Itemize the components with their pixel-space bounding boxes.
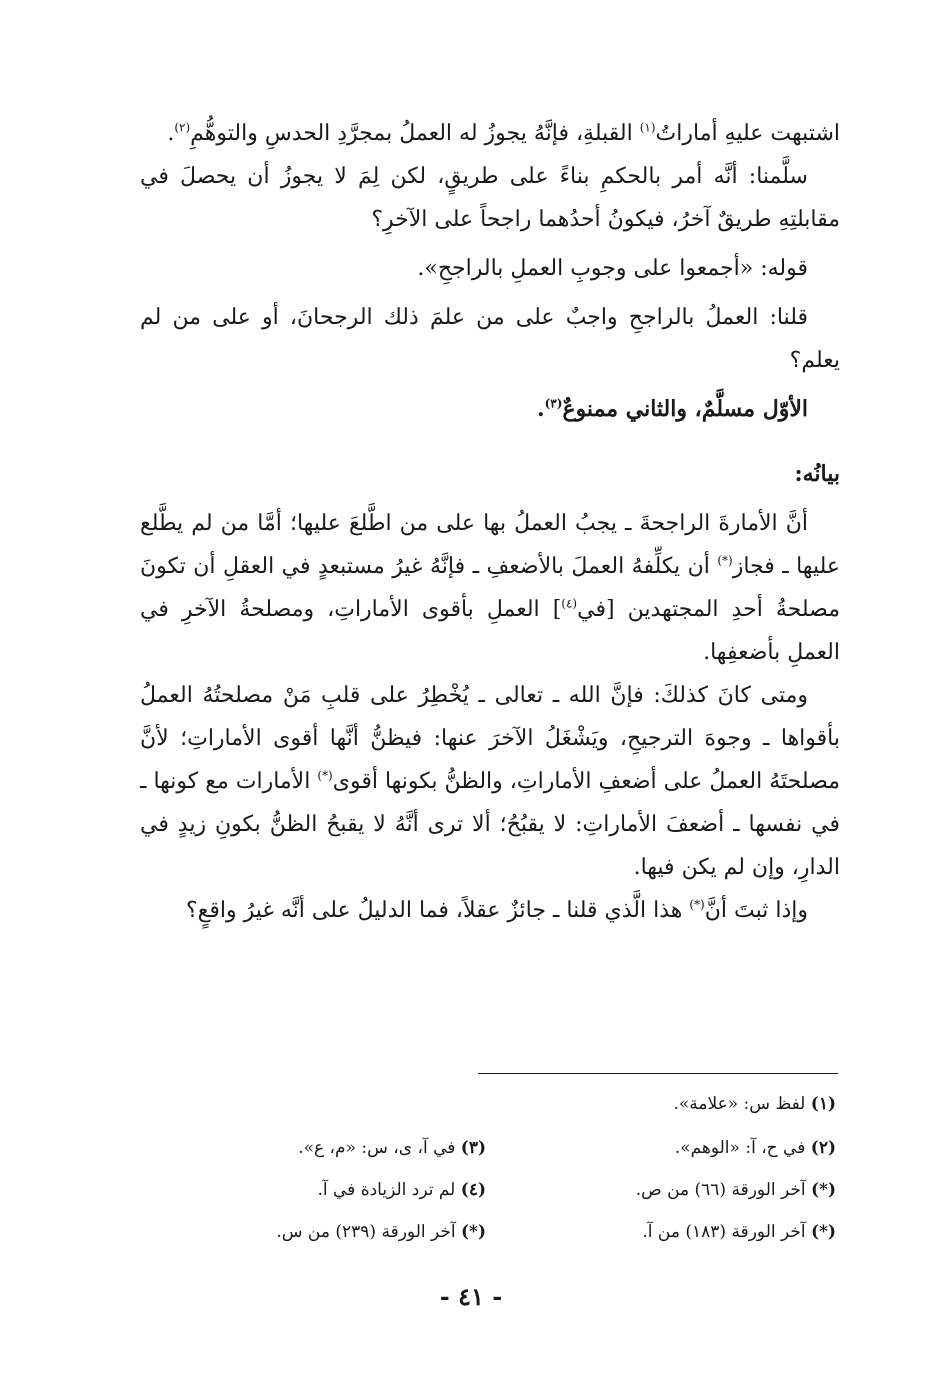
footnote-ref-4: (٤) — [561, 596, 578, 611]
paragraph-8 — [140, 674, 840, 889]
footnote-3 — [298, 1136, 486, 1160]
footnote-folio-2 — [642, 1220, 836, 1244]
folio-mark-1: (*) — [717, 553, 733, 568]
folio-mark-2: (*) — [317, 768, 333, 783]
footnote-ref-3: (٣) — [544, 396, 563, 411]
paragraph-5 — [140, 388, 840, 431]
footnote-folio-1-mark: (*) — [811, 1180, 836, 1200]
paragraph-7-text-c: ] العملِ بأقوى الأماراتِ، ومصلحةُ الآخرِ في العملِ بأضعفِها. — [140, 597, 840, 665]
footnote-folio-1-text: آخر الورقة (٦٦) من ص. — [635, 1180, 812, 1200]
footnote-1 — [673, 1092, 836, 1116]
paragraph-4: قلنا: العملُ بالراجحِ واجبٌ على من علمَ ذلك الرجحانَ، أو على من لم يعلم؟ — [140, 305, 840, 373]
footnote-3-number: (٣) — [460, 1138, 486, 1158]
paragraph-7 — [140, 502, 840, 674]
footnote-1-text: لفظ س: «علامة». — [673, 1094, 811, 1114]
paragraph-9-text-b: هذا الَّذي قلنا ـ جائزٌ عقلاً، فما الدليلُ على أنَّه غيرُ واقعٍ؟ — [185, 898, 690, 923]
footnote-2-number: (٢) — [810, 1138, 836, 1158]
paragraph-1-text-a: اشتبهت عليهِ أماراتُ — [655, 121, 840, 146]
footnote-1-number: (١) — [810, 1094, 836, 1114]
paragraph-8-text-b: الأمارات مع كونها ـ في نفسها ـ أضعفَ الأماراتِ: لا يقبُحُ؛ ألا ترى أنَّهُ لا يقبحُ الظنُّ بكونِ زيدٍ في الدارِ، وإن لم يكن فيها. — [140, 769, 840, 880]
footnote-4-text: لم ترد الزيادة في آ. — [317, 1180, 461, 1200]
section-heading: بيانُه: — [794, 461, 840, 487]
footnote-3-text: في آ، ى، س: «م، ع». — [298, 1138, 461, 1158]
paragraph-1-text-c: . — [167, 121, 175, 146]
footnote-folio-3-text: آخر الورقة (٢٣٩) من س. — [276, 1222, 462, 1242]
footnote-folio-3 — [276, 1220, 486, 1244]
footnote-2 — [675, 1136, 836, 1160]
main-text — [140, 112, 840, 932]
footnote-folio-2-text: آخر الورقة (١٨٣) من آ. — [642, 1222, 812, 1242]
folio-mark-3: (*) — [689, 897, 705, 912]
paragraph-3: قوله: «أجمعوا على وجوبِ العملِ بالراجحِ». — [417, 256, 808, 281]
paragraph-5-text-b: . — [536, 396, 545, 422]
paragraph-2: سلَّمنا: أنَّه أمر بالحكمِ بناءً على طريقٍ، لكن لِمَ لا يجوزُ أن يحصلَ في مقابلتِهِ طريقٌ آخرُ، فيكونُ أحدُهما راجحاً على الآخرِ؟ — [140, 164, 840, 232]
footnote-ref-2: (٢) — [174, 120, 191, 135]
paragraph-5-text-a: الأوّل مسلَّمٌ، والثاني ممنوعٌ — [562, 396, 808, 422]
footnote-4-number: (٤) — [460, 1180, 486, 1200]
paragraph-8-text-a: ومتى كانَ كذلكَ: فإنَّ الله ـ تعالى ـ يُخْطِرُ على قلبِ مَنْ مصلحتُهُ العملُ بأقواها ـ وجوهَ الترجيحِ، ويَشْغَلُ الآخرَ عنها: فيظنُّ أنَّها أقوى الأماراتِ؛ لأنَّ مصلحتَهُ العملُ على أضعفِ الأماراتِ، والظنُّ بكونها أقوى — [140, 683, 841, 794]
paragraph-1-text-b: القبلةِ، فإنَّهُ يجوزُ له العملُ بمجرَّدِ الحدسِ والتوهُّمِ — [190, 121, 640, 146]
paragraph-7-text-b: أن يكلِّفهُ العملَ بالأضعفِ ـ فإنَّهُ غيرُ مستبعدٍ في العقلِ أن تكونَ مصلحةُ أحدِ المجتهدين [في — [140, 554, 840, 622]
footnote-2-text: في ح، آ: «الوهم». — [674, 1138, 811, 1158]
footnote-folio-2-mark: (*) — [811, 1222, 836, 1242]
footnote-4 — [317, 1178, 486, 1202]
footnote-separator — [478, 1073, 838, 1074]
paragraph-7-text-a: أنَّ الأمارةَ الراجحةَ ـ يجبُ العملُ بها على من اطَّلعَ عليها؛ أمَّا من لم يطَّلع عليها ـ فجاز — [140, 511, 840, 579]
paragraph-9 — [140, 889, 840, 932]
paragraph-1 — [140, 112, 840, 155]
footnote-folio-1 — [636, 1178, 836, 1202]
page-number: - ٤١ - — [439, 1282, 503, 1311]
footnote-folio-3-mark: (*) — [461, 1222, 486, 1242]
footnote-ref-1: (١) — [639, 120, 656, 135]
paragraph-9-text-a: وإذا ثبتَ أنَّ — [704, 898, 808, 923]
